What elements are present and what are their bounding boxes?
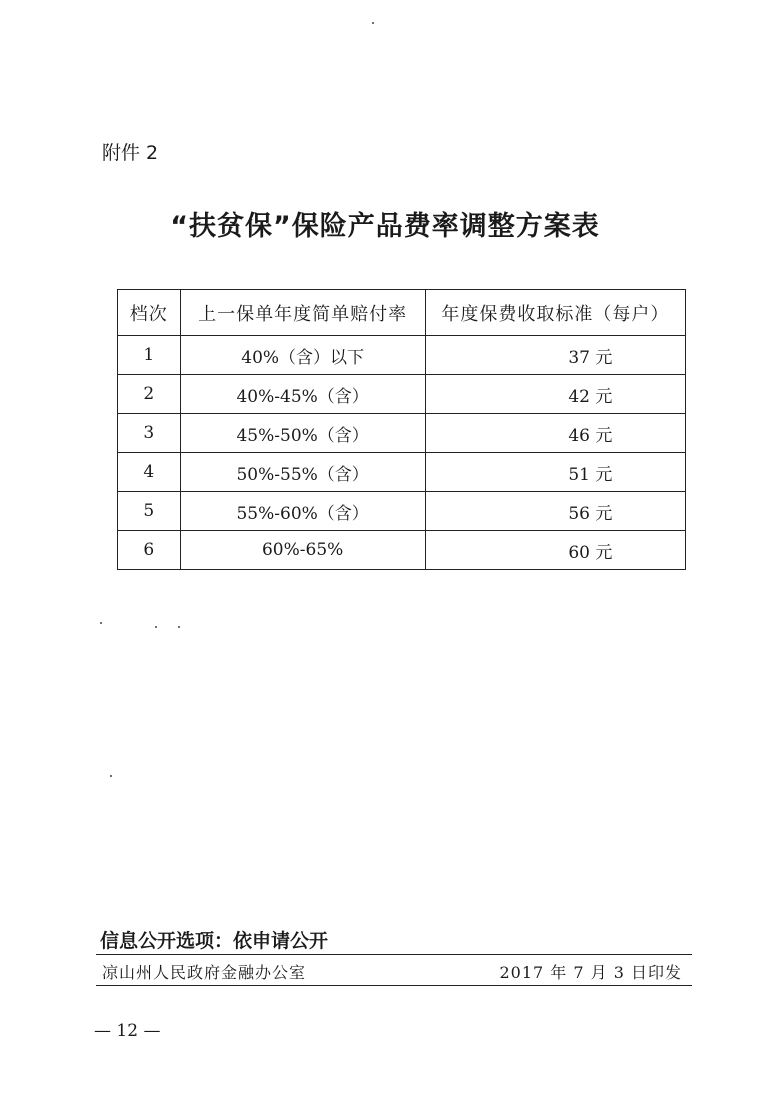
tier-cell: 5 [118,492,181,531]
table-row [118,453,686,492]
table-header-row [118,290,686,336]
loss-ratio-cell: 40%-45%（含） [180,375,425,414]
rate-table [117,289,686,570]
premium-value: 60 元 [568,542,613,563]
header-tier: 档次 [118,290,181,336]
premium-cell [425,336,685,375]
tier-cell: 1 [118,336,181,375]
loss-ratio-cell: 60%-65% [180,531,425,570]
premium-cell [425,492,685,531]
scan-speck [178,626,180,628]
tier-cell: 6 [118,531,181,570]
header-premium: 年度保费收取标准（每户） [425,290,685,336]
table-row [118,336,686,375]
page-number: — 12 — [94,1021,161,1041]
tier-cell: 2 [118,375,181,414]
premium-value: 56 元 [568,503,613,524]
premium-cell [425,414,685,453]
scan-speck [155,626,157,628]
attachment-label: 附件 2 [102,142,159,164]
table-row [118,375,686,414]
scan-speck [100,622,102,624]
premium-value: 51 元 [568,464,613,485]
table-row [118,414,686,453]
table-row [118,492,686,531]
document-title: “扶贫保”保险产品费率调整方案表 [170,211,600,242]
premium-value: 42 元 [568,386,613,407]
issue-date: 2017 年 7 月 3 日印发 [499,963,682,982]
divider-bottom [96,985,692,986]
premium-value: 46 元 [568,425,613,446]
disclosure-option: 信息公开选项：依申请公开 [100,930,329,952]
issuing-office: 凉山州人民政府金融办公室 [102,963,307,982]
tier-cell: 4 [118,453,181,492]
premium-cell [425,453,685,492]
loss-ratio-cell: 55%-60%（含） [180,492,425,531]
loss-ratio-cell: 50%-55%（含） [180,453,425,492]
header-loss-ratio: 上一保单年度简单赔付率 [180,290,425,336]
table-row [118,531,686,570]
premium-cell [425,375,685,414]
premium-cell [425,531,685,570]
premium-value: 37 元 [568,347,613,368]
loss-ratio-cell: 40%（含）以下 [180,336,425,375]
tier-cell: 3 [118,414,181,453]
scan-speck [110,775,112,777]
divider-top [96,954,692,955]
loss-ratio-cell: 45%-50%（含） [180,414,425,453]
scan-speck [372,22,374,24]
